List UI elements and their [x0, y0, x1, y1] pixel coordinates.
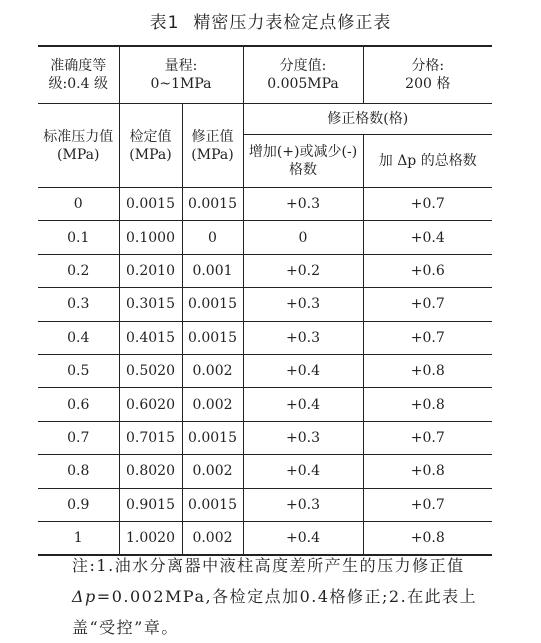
- total-cell: +0.8: [363, 388, 492, 421]
- accuracy-text: 准确度等级:0.4 级: [48, 58, 108, 92]
- inc-dec-cell: +0.3: [243, 321, 363, 354]
- table-caption: [0, 8, 541, 33]
- inc-dec-cell: +0.4: [243, 521, 363, 555]
- table-row: [38, 221, 492, 254]
- verified-value-cell: 0.3015: [119, 288, 182, 321]
- total-cell: +0.7: [363, 188, 492, 221]
- table-row: [38, 488, 492, 521]
- header-standard-text: 标准压力值(MPa): [43, 128, 114, 163]
- correction-value-cell: 0: [182, 221, 243, 254]
- standard-pressure-cell: 0.2: [38, 254, 119, 287]
- verified-value-cell: 0.6020: [119, 388, 182, 421]
- correction-value-cell: 0.002: [182, 388, 243, 421]
- correction-value-cell: 0.0015: [182, 188, 243, 221]
- table-row: [38, 188, 492, 221]
- header-inc-dec: [243, 135, 363, 188]
- header-group: [243, 104, 492, 135]
- accuracy-cell: [38, 46, 119, 104]
- correction-value-cell: 0.002: [182, 521, 243, 555]
- table-body: [38, 188, 492, 556]
- table-row: [38, 321, 492, 354]
- correction-value-cell: 0.0015: [182, 488, 243, 521]
- correction-value-cell: 0.0015: [182, 321, 243, 354]
- standard-pressure-cell: 0.3: [38, 288, 119, 321]
- standard-pressure-cell: 0.5: [38, 354, 119, 387]
- header-total: [363, 135, 492, 188]
- correction-value-cell: 0.002: [182, 354, 243, 387]
- range-value: 0~1MPa: [150, 76, 212, 92]
- total-cell: +0.4: [363, 221, 492, 254]
- verified-value-cell: 0.9015: [119, 488, 182, 521]
- division-label: 分度值:: [279, 58, 327, 74]
- table-row: [38, 354, 492, 387]
- footnote-prefix: 注:1.油水分离器中液柱高度差所产生的压力修正值: [72, 556, 465, 575]
- inc-dec-cell: +0.4: [243, 354, 363, 387]
- inc-dec-cell: +0.4: [243, 455, 363, 488]
- inc-dec-cell: +0.3: [243, 421, 363, 454]
- standard-pressure-cell: 0.9: [38, 488, 119, 521]
- header-verified: [119, 104, 182, 188]
- inc-dec-cell: +0.2: [243, 254, 363, 287]
- verified-value-cell: 0.0015: [119, 188, 182, 221]
- table-row: [38, 388, 492, 421]
- standard-pressure-cell: 1: [38, 521, 119, 555]
- verified-value-cell: 0.4015: [119, 321, 182, 354]
- table-row: [38, 421, 492, 454]
- verified-value-cell: 0.7015: [119, 421, 182, 454]
- inc-dec-cell: +0.3: [243, 188, 363, 221]
- standard-pressure-cell: 0.6: [38, 388, 119, 421]
- correction-value-cell: 0.0015: [182, 288, 243, 321]
- standard-pressure-cell: 0.4: [38, 321, 119, 354]
- range-cell: [119, 46, 243, 104]
- correction-value-cell: 0.0015: [182, 421, 243, 454]
- table-number: 表1: [149, 13, 180, 33]
- total-cell: +0.7: [363, 421, 492, 454]
- correction-value-cell: 0.001: [182, 254, 243, 287]
- total-cell: +0.6: [363, 254, 492, 287]
- header-inc-dec-text: 增加(+)或减少(-)格数: [248, 144, 358, 178]
- verified-value-cell: 0.1000: [119, 221, 182, 254]
- inc-dec-cell: 0: [243, 221, 363, 254]
- verified-value-cell: 0.2010: [119, 254, 182, 287]
- standard-pressure-cell: 0.8: [38, 455, 119, 488]
- table-row: [38, 254, 492, 287]
- table-title: 精密压力表检定点修正表: [193, 13, 392, 33]
- verified-value-cell: 0.5020: [119, 354, 182, 387]
- footnote-suffix: =0.002MPa,各检定点加0.4格修正;2.在此表上盖“受控”章。: [72, 587, 478, 637]
- table-row: [38, 455, 492, 488]
- division-cell: [243, 46, 363, 104]
- scale-value: 200 格: [405, 76, 451, 92]
- total-cell: +0.7: [363, 488, 492, 521]
- scale-cell: [363, 46, 492, 104]
- standard-pressure-cell: 0: [38, 188, 119, 221]
- standard-pressure-cell: 0.7: [38, 421, 119, 454]
- inc-dec-cell: +0.4: [243, 388, 363, 421]
- scale-label: 分格:: [411, 58, 445, 74]
- range-label: 量程:: [164, 58, 198, 74]
- inc-dec-cell: +0.3: [243, 288, 363, 321]
- standard-pressure-cell: 0.1: [38, 221, 119, 254]
- total-cell: +0.7: [363, 321, 492, 354]
- verified-value-cell: 0.8020: [119, 455, 182, 488]
- verified-value-cell: 1.0020: [119, 521, 182, 555]
- correction-value-cell: 0.002: [182, 455, 243, 488]
- total-cell: +0.8: [363, 354, 492, 387]
- header-correction: [182, 104, 243, 188]
- footnote: [38, 550, 492, 643]
- footnote-delta-p: Δp: [72, 587, 97, 606]
- division-value: 0.005MPa: [267, 76, 339, 92]
- header-correction-text: 修正值(MPa): [191, 128, 234, 163]
- table-row: [38, 288, 492, 321]
- header-row-1: [38, 104, 492, 135]
- total-cell: +0.8: [363, 455, 492, 488]
- header-verified-text: 检定值(MPa): [129, 128, 172, 163]
- header-standard: [38, 104, 119, 188]
- correction-table: [38, 45, 492, 556]
- header-total-text: 加 Δp 的总格数: [378, 153, 477, 169]
- total-cell: +0.7: [363, 288, 492, 321]
- header-group-text: 修正格数(格): [327, 111, 409, 127]
- total-cell: +0.8: [363, 521, 492, 555]
- spec-row: [38, 46, 492, 104]
- inc-dec-cell: +0.3: [243, 488, 363, 521]
